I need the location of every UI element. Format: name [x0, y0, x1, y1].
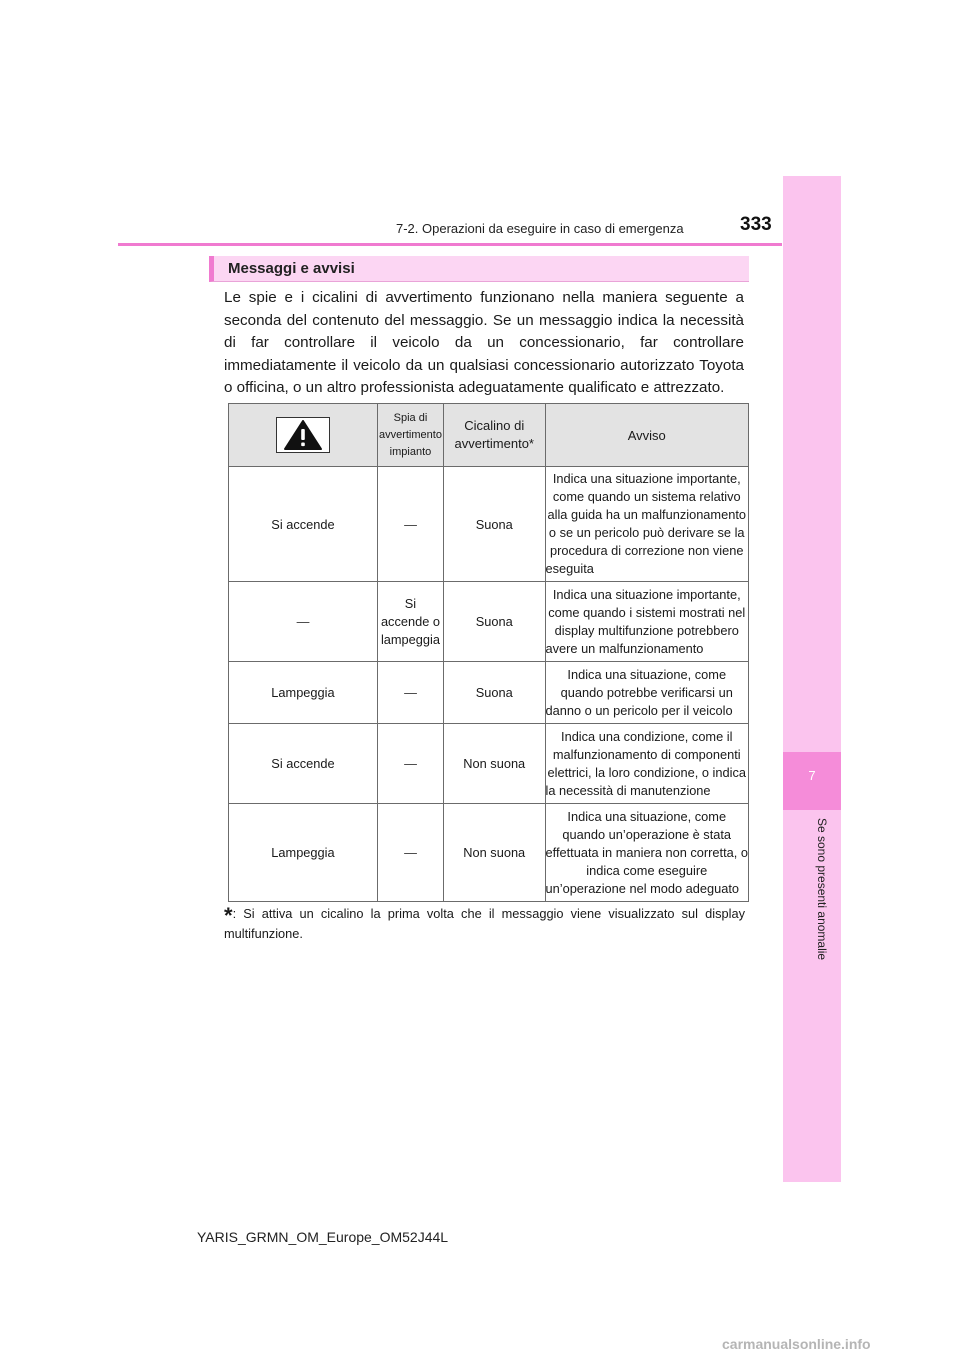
- header-cell-icon: [229, 404, 378, 467]
- cell-cicalino: Non suona: [443, 724, 545, 804]
- cell-display: —: [229, 582, 378, 662]
- cell-display: Lampeggia: [229, 804, 378, 902]
- table-header-row: [229, 404, 749, 467]
- cell-spia: —: [377, 662, 443, 724]
- cell-display: Si accende: [229, 467, 378, 582]
- footnote-marker: *: [224, 903, 233, 928]
- document-code: YARIS_GRMN_OM_Europe_OM52J44L: [197, 1229, 449, 1245]
- cell-avviso: Indica una situazione, come quando potrebbe verificarsi un danno o un pericolo per il veicolo: [545, 662, 749, 724]
- side-chapter-title: Se sono presenti anomalie: [815, 818, 829, 961]
- footnote: [224, 905, 745, 943]
- side-chapter-number: 7: [808, 768, 816, 783]
- cell-cicalino: Suona: [443, 662, 545, 724]
- message-table: [228, 403, 749, 902]
- side-chapter-tab: [783, 176, 841, 1182]
- header-spia-line2: avvertimento: [378, 428, 442, 441]
- cell-avviso: Indica una condizione, come il malfunzionamento di componenti elettrici, la loro condizione, o indica la necessità di manutenzione: [545, 724, 749, 804]
- header-cell-avviso: [545, 404, 749, 467]
- header-spia-line1: Spia di: [393, 411, 428, 424]
- cell-cicalino: Suona: [443, 582, 545, 662]
- header-spia-line3: impianto: [389, 445, 432, 458]
- section-title: Messaggi e avvisi: [228, 260, 355, 277]
- table-row: [229, 804, 749, 902]
- cell-cicalino: Non suona: [443, 804, 545, 902]
- warning-triangle-icon: [276, 417, 330, 453]
- cell-display: Lampeggia: [229, 662, 378, 724]
- footnote-text: : Si attiva un cicalino la prima volta che il messaggio viene visualizzato sul display multifunzione.: [224, 906, 745, 941]
- table-row: [229, 662, 749, 724]
- cell-spia: —: [377, 467, 443, 582]
- section-title-bar: [209, 256, 749, 282]
- header-cicalino-line2: avvertimento*: [454, 436, 534, 451]
- table-row: [229, 467, 749, 582]
- table-row: [229, 582, 749, 662]
- cell-avviso: Indica una situazione importante, come quando un sistema relativo alla guida ha un malfunzionamento o se un pericolo può derivare se la procedura di correzione non viene eseguita: [545, 467, 749, 582]
- table-row: [229, 724, 749, 804]
- page-number: 333: [740, 214, 772, 235]
- cell-spia: —: [377, 724, 443, 804]
- cell-avviso: Indica una situazione importante, come quando i sistemi mostrati nel display multifunzione potrebbero avere un malfunzionamento: [545, 582, 749, 662]
- intro-paragraph: Le spie e i cicalini di avvertimento funzionano nella maniera seguente a seconda del contenuto del messaggio. Se un messaggio indica la necessità di far controllare il veicolo da un concessionario, far controllare immediatamente il veicolo da un qualsiasi concessionario autorizzato Toyota o officina, o un altro professionista adeguatamente qualificato e attrezzato.: [224, 289, 744, 396]
- header-cell-spia: [377, 404, 443, 467]
- header-cell-cicalino: [443, 404, 545, 467]
- cell-spia: —: [377, 804, 443, 902]
- header-rule: [118, 243, 782, 246]
- watermark: carmanualsonline.info: [722, 1336, 871, 1352]
- cell-spia: Si accende o lampeggia: [377, 582, 443, 662]
- cell-cicalino: Suona: [443, 467, 545, 582]
- cell-display: Si accende: [229, 724, 378, 804]
- header-avviso: Avviso: [627, 427, 666, 443]
- cell-avviso: Indica una situazione, come quando un’operazione è stata effettuata in maniera non corretta, o indica come eseguire un’operazione nel modo adeguato: [545, 804, 749, 902]
- header-cicalino-line1: Cicalino di: [464, 418, 525, 433]
- header-section-path: 7-2. Operazioni da eseguire in caso di emergenza: [396, 221, 684, 236]
